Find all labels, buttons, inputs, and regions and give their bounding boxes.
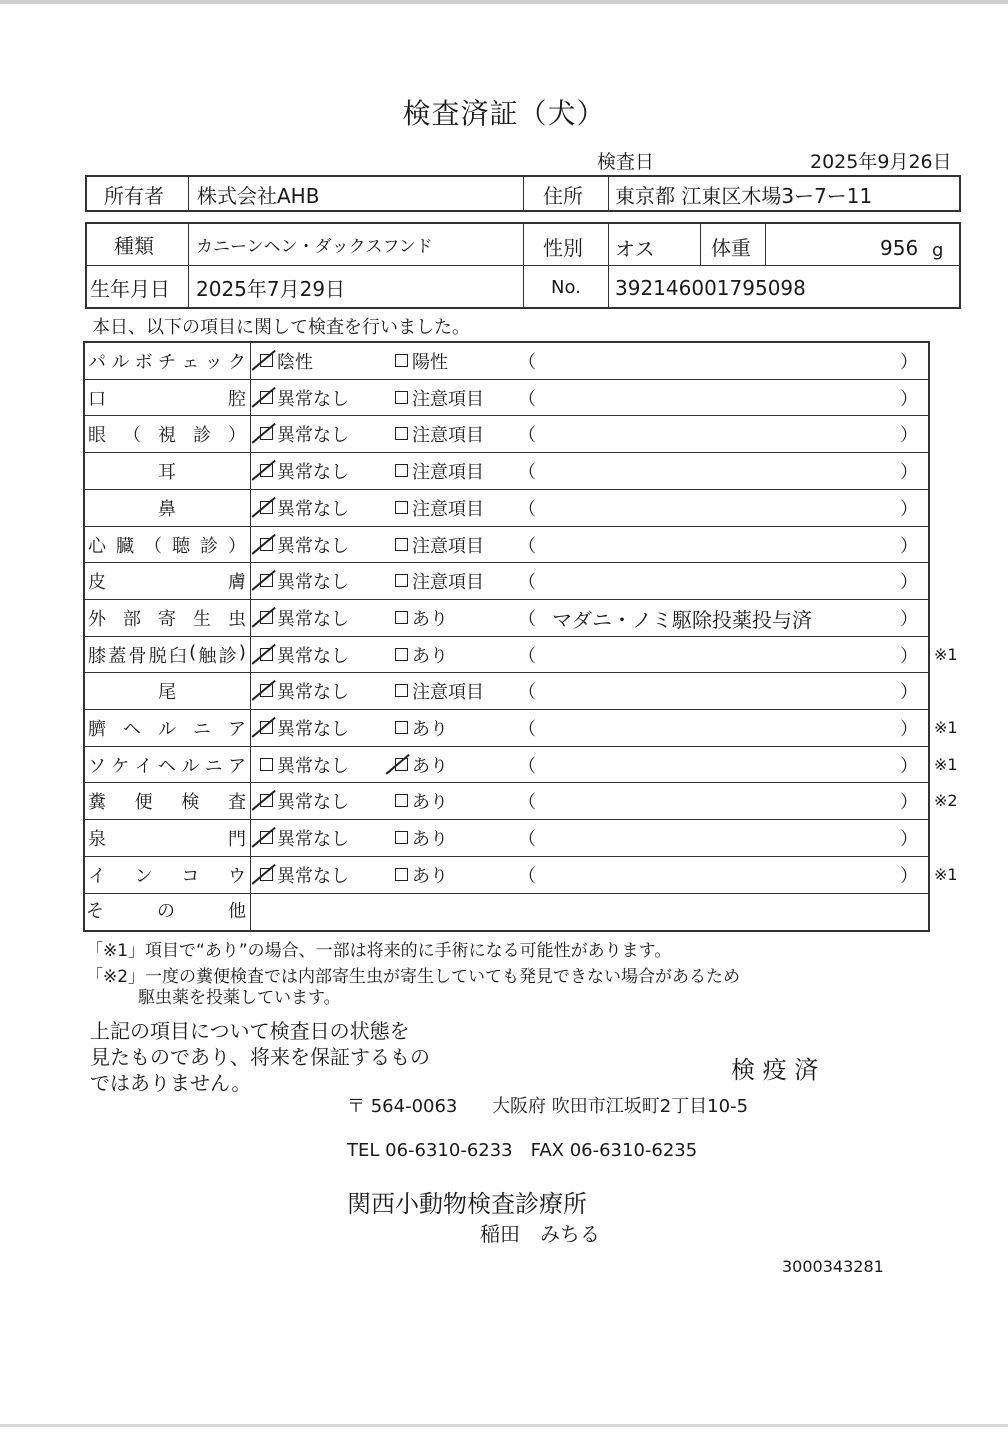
- bottom-scan-edge: [0, 1424, 1008, 1427]
- check-label: 心 臓 （ 聴 診 ）: [88, 536, 246, 557]
- paren-close: ）: [900, 609, 918, 630]
- top-scan-edge: [0, 0, 1008, 4]
- checkbox-option-2[interactable]: [395, 464, 408, 477]
- option-2-label: 注意項目: [412, 536, 484, 557]
- paren-open: （: [518, 499, 536, 520]
- option-2-label: あり: [412, 829, 448, 850]
- paren-open: （: [518, 389, 536, 410]
- option-1-label: 異常なし: [277, 499, 349, 520]
- footnote-mark: ※1: [934, 865, 958, 884]
- sex-value: オス: [615, 237, 655, 261]
- no-value: 392146001795098: [615, 276, 806, 300]
- paren-close: ）: [900, 536, 918, 557]
- paren-open: （: [518, 756, 536, 777]
- disclaimer-line3: ではありません。: [90, 1071, 252, 1095]
- check-label: 泉 門: [88, 829, 246, 850]
- intro-text: 本日、以下の項目に関して検査を行いました。: [92, 317, 470, 338]
- paren-open: （: [518, 352, 536, 373]
- check-label: パ ル ボ チ ェ ッ ク: [88, 352, 246, 373]
- paren-open: （: [518, 719, 536, 740]
- paren-close: ）: [900, 682, 918, 703]
- checkbox-option-2[interactable]: [395, 721, 408, 734]
- birth-value: 2025年7月29日: [196, 277, 346, 301]
- check-label: イ ン コ ウ: [88, 866, 246, 887]
- checkbox-option-2[interactable]: [395, 611, 408, 624]
- no-label: No.: [551, 277, 581, 298]
- check-label: 鼻: [158, 499, 176, 520]
- paren-close: ）: [900, 792, 918, 813]
- option-2-label: 注意項目: [412, 462, 484, 483]
- option-1-label: 異常なし: [277, 719, 349, 740]
- paren-open: （: [518, 646, 536, 667]
- option-1-label: 異常なし: [277, 646, 349, 667]
- checkbox-option-2[interactable]: [395, 831, 408, 844]
- option-1-label: 異常なし: [277, 829, 349, 850]
- checkbox-option-2[interactable]: [395, 574, 408, 587]
- paren-close: ）: [900, 389, 918, 410]
- weight-label: 体重: [711, 236, 751, 260]
- paren-close: ）: [900, 425, 918, 446]
- clinic-doctor: 稲田 みちる: [480, 1222, 600, 1246]
- check-label: 膝 蓋 骨 脱 臼 ( 触 診 ): [88, 642, 246, 667]
- checkbox-option-2[interactable]: [395, 427, 408, 440]
- option-1-label: 異常なし: [277, 572, 349, 593]
- checkbox-option-2[interactable]: [395, 794, 408, 807]
- check-label: 尾: [158, 682, 176, 703]
- paren-close: ）: [900, 866, 918, 887]
- option-1-label: 異常なし: [277, 536, 349, 557]
- paren-open: （: [518, 829, 536, 850]
- document-number: 3000343281: [782, 1257, 884, 1276]
- option-2-label: あり: [412, 609, 448, 630]
- checkbox-option-2[interactable]: [395, 868, 408, 881]
- option-2-label: 注意項目: [412, 499, 484, 520]
- option-1-label: 異常なし: [277, 682, 349, 703]
- clinic-tel-fax: TEL 06-6310-6233 FAX 06-6310-6235: [347, 1140, 698, 1161]
- birth-label: 生年月日: [90, 277, 170, 301]
- option-2-label: あり: [412, 792, 448, 813]
- option-2-label: あり: [412, 866, 448, 887]
- checkbox-option-2[interactable]: [395, 684, 408, 697]
- option-1-label: 異常なし: [277, 866, 349, 887]
- paren-close: ）: [900, 352, 918, 373]
- clinic-postal: 〒 564-0063: [347, 1096, 458, 1117]
- option-2-label: 陽性: [412, 352, 448, 373]
- footnote-mark: ※1: [934, 718, 958, 737]
- footnote-mark: ※2: [934, 791, 958, 810]
- paren-open: （: [518, 682, 536, 703]
- checkbox-option-2[interactable]: [395, 648, 408, 661]
- option-2-label: 注意項目: [412, 389, 484, 410]
- paren-close: ）: [900, 646, 918, 667]
- check-label: 外 部 寄 生 虫: [88, 609, 246, 630]
- address-label: 住所: [543, 184, 583, 208]
- checkbox-option-2[interactable]: [395, 538, 408, 551]
- check-label: ソ ケ イ ヘ ル ニ ア: [88, 756, 246, 777]
- check-label: 糞 便 検 査: [88, 792, 246, 813]
- check-label: 眼 （ 視 診 ）: [88, 425, 246, 446]
- clinic-address: 大阪府 吹田市江坂町2丁目10-5: [492, 1096, 749, 1117]
- check-label: 口 腔: [88, 389, 246, 410]
- checkbox-option-1[interactable]: [260, 758, 273, 771]
- note-2-line2: 駆虫薬を投薬しています。: [138, 988, 341, 1008]
- option-2-label: 注意項目: [412, 682, 484, 703]
- option-1-label: 異常なし: [277, 609, 349, 630]
- option-2-label: あり: [412, 646, 448, 667]
- option-1-label: 異常なし: [277, 389, 349, 410]
- paren-open: （: [518, 792, 536, 813]
- footnote-mark: ※1: [934, 755, 958, 774]
- option-1-label: 陰性: [277, 352, 313, 373]
- checkbox-option-2[interactable]: [395, 391, 408, 404]
- breed-value: カニーンヘン・ダックスフンド: [196, 237, 433, 257]
- option-1-label: 異常なし: [277, 462, 349, 483]
- breed-label: 種類: [114, 234, 154, 258]
- sex-label: 性別: [543, 236, 583, 260]
- inspection-date: 2025年9月26日: [810, 151, 952, 173]
- paren-open: （: [518, 536, 536, 557]
- paren-open: （: [518, 425, 536, 446]
- check-label: 皮 膚: [88, 572, 246, 593]
- check-label: 耳: [158, 462, 176, 483]
- option-1-label: 異常なし: [277, 756, 349, 777]
- paren-close: ）: [900, 572, 918, 593]
- option-2-label: あり: [412, 719, 448, 740]
- owner-label: 所有者: [104, 184, 164, 208]
- paren-close: ）: [900, 829, 918, 850]
- clinic-name: 関西小動物検査診療所: [347, 1190, 587, 1218]
- check-note: マダニ・ノミ駆除投薬投与済: [552, 608, 812, 632]
- other-label-wrap: [86, 897, 246, 923]
- check-label: 臍 ヘ ル ニ ア: [88, 719, 246, 740]
- paren-open: （: [518, 462, 536, 483]
- other-label: そ の 他: [86, 901, 246, 922]
- paren-close: ）: [900, 756, 918, 777]
- option-1-label: 異常なし: [277, 792, 349, 813]
- disclaimer-line2: 見たものであり、将来を保証するもの: [90, 1045, 430, 1069]
- note-2-line1: 「※2」一度の糞便検査では内部寄生虫が寄生していても発見できない場合があるため: [86, 967, 741, 987]
- paren-open: （: [518, 866, 536, 887]
- disclaimer-line1: 上記の項目について検査日の状態を: [90, 1019, 410, 1043]
- option-2-label: 注意項目: [412, 572, 484, 593]
- option-1-label: 異常なし: [277, 425, 349, 446]
- paren-close: ）: [900, 499, 918, 520]
- paren-open: （: [518, 572, 536, 593]
- inspection-date-label: 検査日: [597, 151, 655, 173]
- checkbox-option-2[interactable]: [395, 354, 408, 367]
- paren-open: （: [518, 609, 536, 630]
- weight-unit: g: [932, 240, 944, 261]
- owner-value: 株式会社AHB: [197, 184, 320, 208]
- footnote-mark: ※1: [934, 645, 958, 664]
- address-value: 東京都 江東区木場3ー7ー11: [615, 184, 873, 208]
- option-2-label: 注意項目: [412, 425, 484, 446]
- paren-close: ）: [900, 462, 918, 483]
- weight-value: 956: [880, 236, 919, 260]
- quarantine-stamp: 検 疫 済: [731, 1056, 819, 1084]
- document-title: 検査済証（犬）: [402, 97, 606, 130]
- paren-close: ）: [900, 719, 918, 740]
- checkbox-option-2[interactable]: [395, 501, 408, 514]
- option-2-label: あり: [412, 756, 448, 777]
- note-1: 「※1」項目で“あり”の場合、一部は将来的に手術になる可能性があります。: [86, 941, 672, 961]
